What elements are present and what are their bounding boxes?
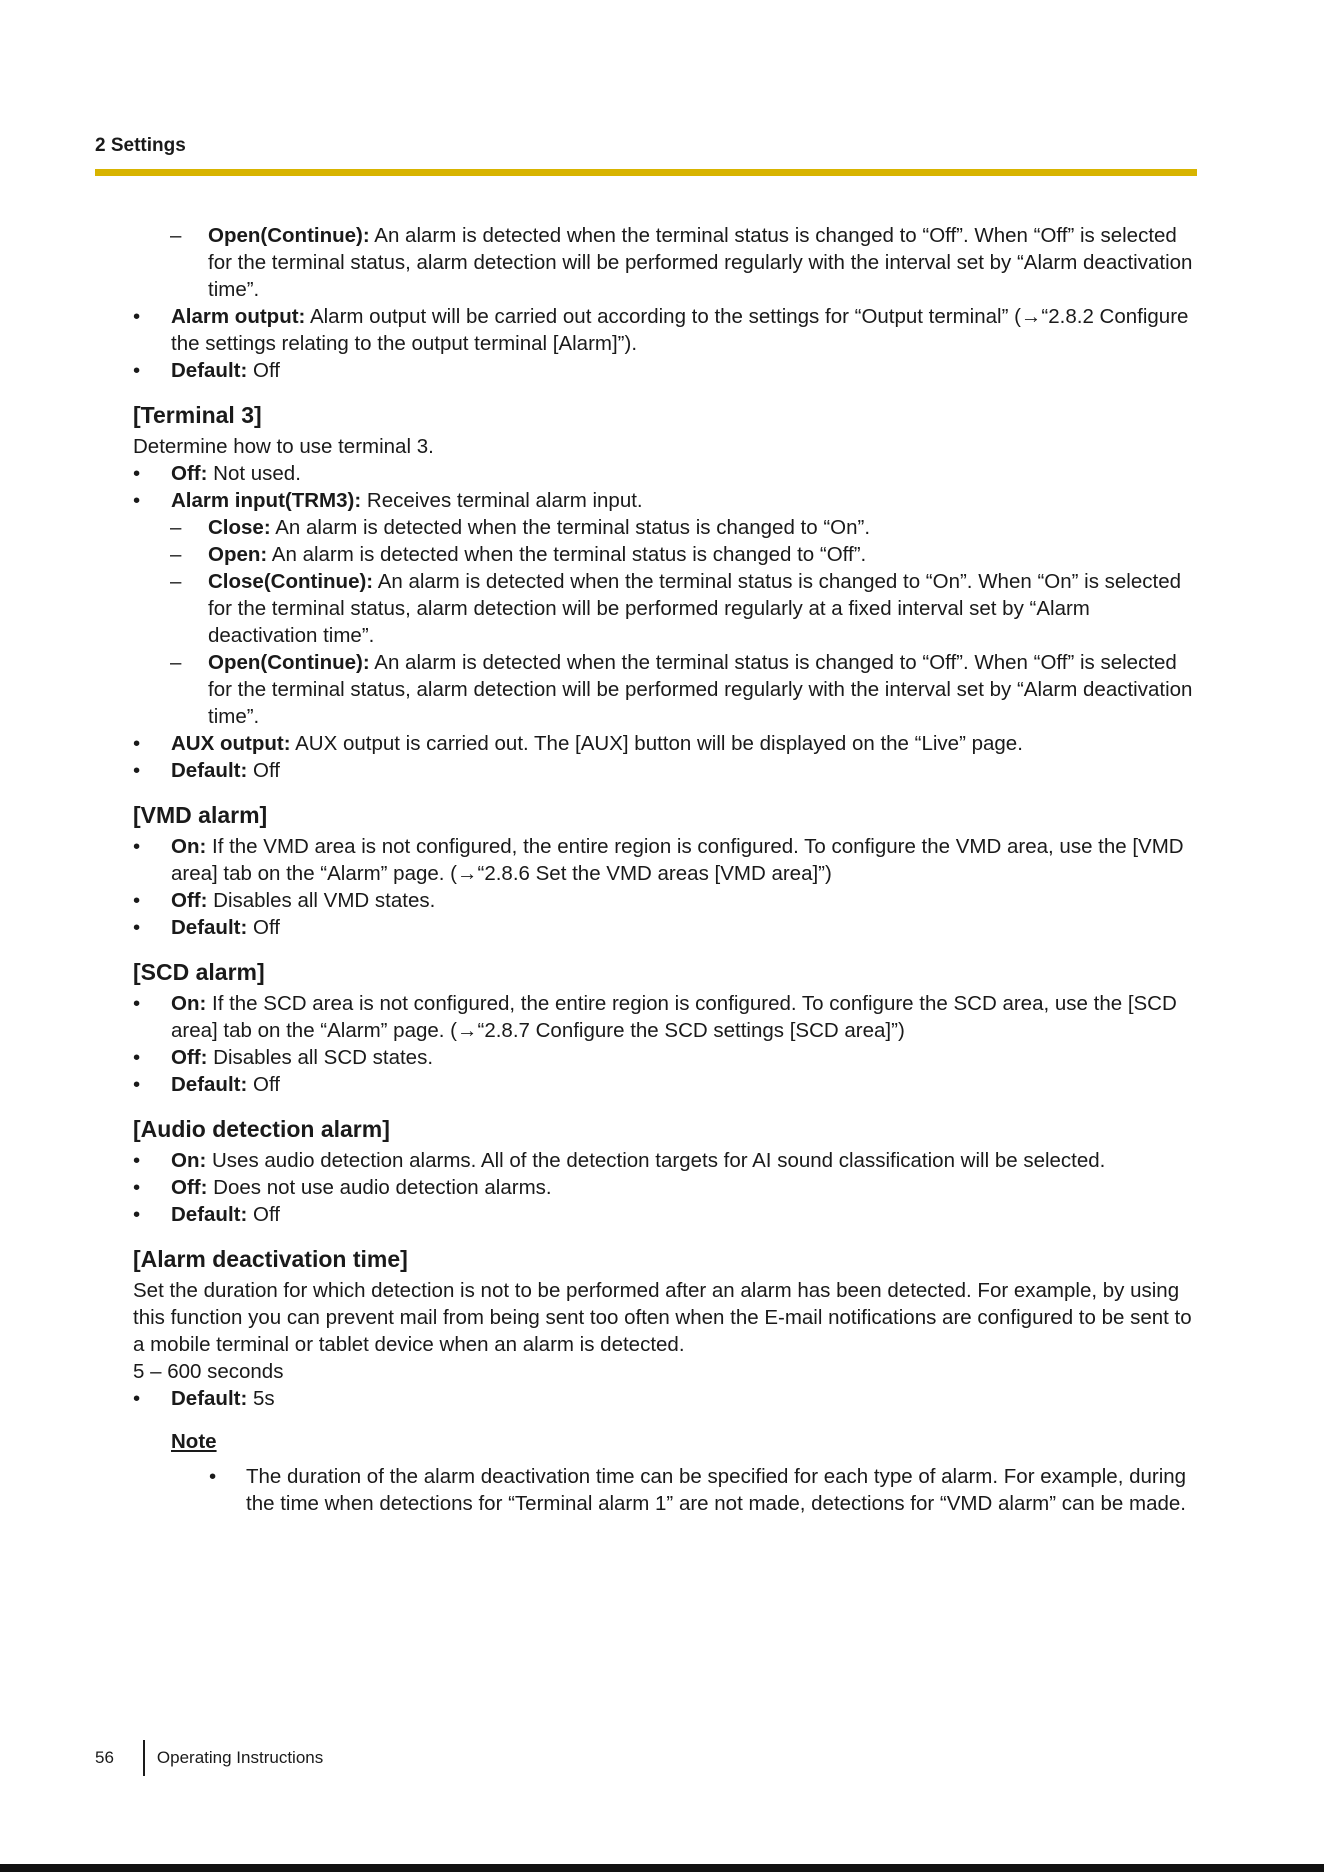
footer-divider (143, 1740, 145, 1776)
off-label: Off: (171, 889, 208, 912)
note-item (171, 1463, 1198, 1517)
term-close-continue: Close(Continue): (208, 570, 374, 593)
on-label: On: (171, 992, 207, 1015)
bullet-marker: • (133, 759, 141, 782)
default-label: Default: (171, 759, 248, 782)
bullet-marker: • (133, 1149, 141, 1172)
list-item-off (133, 460, 1198, 487)
bullet-marker: • (133, 305, 141, 328)
term-open: Open: (208, 543, 268, 566)
list-item-on (133, 833, 1198, 887)
terminal3-description: Determine how to use terminal 3. (133, 435, 434, 458)
bullet-marker: • (133, 1176, 141, 1199)
dash-marker: – (170, 570, 182, 593)
list-item-off (133, 1044, 1198, 1071)
bullet-marker: • (133, 1046, 141, 1069)
term-aux-output: AUX output: (171, 732, 291, 755)
desc-aux-output: AUX output is carried out. The [AUX] button will be displayed on the “Live” page. (295, 732, 1023, 755)
term-close: Close: (208, 516, 271, 539)
desc-close: An alarm is detected when the terminal status is changed to “On”. (275, 516, 871, 539)
bullet-marker: • (133, 1203, 141, 1226)
desc-alarm-input: Receives terminal alarm input. (366, 489, 643, 512)
off-desc: Disables all VMD states. (213, 889, 436, 912)
on-desc: Uses audio detection alarms. All of the detection targets for AI sound classification will be selected. (212, 1149, 1106, 1172)
off-label: Off: (171, 462, 208, 485)
running-header: 2 Settings (95, 135, 186, 156)
page-footer (95, 1740, 323, 1776)
default-value: Off (253, 759, 280, 782)
bullet-marker: • (133, 732, 141, 755)
dash-marker: – (170, 543, 182, 566)
list-item-default (133, 357, 1198, 384)
list-item-open-continue (133, 649, 1198, 730)
footer-doc-title: Operating Instructions (156, 1748, 324, 1767)
bullet-marker: • (133, 489, 141, 512)
list-item-close-continue (133, 568, 1198, 649)
bullet-marker: • (133, 462, 141, 485)
list-item-close (133, 514, 1198, 541)
note-block (133, 1428, 1198, 1517)
bottom-edge-bar (0, 1864, 1324, 1872)
desc-open-continue: An alarm is detected when the terminal status is changed to “Off”. When “Off” is selected for the terminal status, alarm detection will be performed regularly with the interval set by “Alarm deactivation time”. (208, 651, 1193, 728)
list-item-open (133, 541, 1198, 568)
bullet-marker: • (133, 916, 141, 939)
default-label: Default: (171, 1387, 248, 1410)
dash-marker: – (170, 516, 182, 539)
desc-open-continue: An alarm is detected when the terminal status is changed to “Off”. When “Off” is selected for the terminal status, alarm detection will be performed regularly with the interval set by “Alarm deactivation time”. (208, 224, 1193, 301)
default-value: 5s (253, 1387, 275, 1410)
list-item-on (133, 990, 1198, 1044)
on-desc: If the VMD area is not configured, the entire region is configured. To configure the VMD area, use the [VMD area] tab on the “Alarm” page. (→“2.8.6 Set the VMD areas [VMD area]”) (171, 835, 1184, 885)
section-title-vmd-alarm: [VMD alarm] (133, 802, 268, 828)
note-text: The duration of the alarm deactivation time can be specified for each type of alarm. For example, during the time when detections for “Terminal alarm 1” are not made, detections for “VMD alarm” can be made. (246, 1465, 1187, 1515)
default-value: Off (253, 1073, 280, 1096)
section-title-audio-detection-alarm: [Audio detection alarm] (133, 1116, 390, 1142)
term-alarm-input: Alarm input(TRM3): (171, 489, 362, 512)
list-item-default (133, 757, 1198, 784)
default-label: Default: (171, 359, 248, 382)
list-item-open-continue (133, 222, 1198, 303)
term-open-continue: Open(Continue): (208, 224, 370, 247)
default-value: Off (253, 916, 280, 939)
section-title-terminal3: [Terminal 3] (133, 402, 262, 428)
bullet-marker: • (209, 1465, 217, 1488)
deactivation-description: Set the duration for which detection is not to be performed after an alarm has been detected. For example, by using this function you can prevent mail from being sent too often when the E-mail notifications are configured to be sent to a mobile terminal or tablet device when an alarm is detected. (133, 1279, 1192, 1356)
section-title-scd-alarm: [SCD alarm] (133, 959, 265, 985)
bullet-marker: • (133, 992, 141, 1015)
off-desc: Does not use audio detection alarms. (213, 1176, 552, 1199)
desc-alarm-output: Alarm output will be carried out according to the settings for “Output terminal” (→“2.8.2 Configure the settings relating to the output terminal [Alarm]”). (171, 305, 1189, 355)
default-value: Off (253, 1203, 280, 1226)
default-label: Default: (171, 916, 248, 939)
list-item-alarm-output (133, 303, 1198, 357)
on-desc: If the SCD area is not configured, the entire region is configured. To configure the SCD area, use the [SCD area] tab on the “Alarm” page. (→“2.8.7 Configure the SCD settings [SCD area]”) (171, 992, 1177, 1042)
list-item-default (133, 1385, 1198, 1412)
term-open-continue: Open(Continue): (208, 651, 370, 674)
list-item-default (133, 1201, 1198, 1228)
term-alarm-output: Alarm output: (171, 305, 306, 328)
list-item-on (133, 1147, 1198, 1174)
header-rule (95, 169, 1197, 176)
note-title: Note (171, 1430, 217, 1453)
desc-close-continue: An alarm is detected when the terminal status is changed to “On”. When “On” is selected for the terminal status, alarm detection will be performed regularly at a fixed interval set by “Alarm deactivation time”. (208, 570, 1181, 647)
list-item-aux-output (133, 730, 1198, 757)
desc-open: An alarm is detected when the terminal status is changed to “Off”. (271, 543, 867, 566)
default-label: Default: (171, 1073, 248, 1096)
dash-marker: – (170, 224, 182, 247)
bullet-marker: • (133, 835, 141, 858)
list-item-off (133, 887, 1198, 914)
list-item-default (133, 914, 1198, 941)
list-item-alarm-input (133, 487, 1198, 514)
default-value: Off (253, 359, 280, 382)
bullet-marker: • (133, 359, 141, 382)
list-item-default (133, 1071, 1198, 1098)
off-desc: Disables all SCD states. (213, 1046, 434, 1069)
on-label: On: (171, 835, 207, 858)
section-title-alarm-deactivation-time: [Alarm deactivation time] (133, 1246, 408, 1272)
deactivation-range: 5 – 600 seconds (133, 1360, 284, 1383)
off-label: Off: (171, 1046, 208, 1069)
off-label: Off: (171, 1176, 208, 1199)
page-number: 56 (95, 1748, 114, 1767)
default-label: Default: (171, 1203, 248, 1226)
list-item-off (133, 1174, 1198, 1201)
bullet-marker: • (133, 1073, 141, 1096)
off-desc: Not used. (213, 462, 301, 485)
on-label: On: (171, 1149, 207, 1172)
page-content (133, 222, 1198, 1517)
bullet-marker: • (133, 889, 141, 912)
dash-marker: – (170, 651, 182, 674)
bullet-marker: • (133, 1387, 141, 1410)
